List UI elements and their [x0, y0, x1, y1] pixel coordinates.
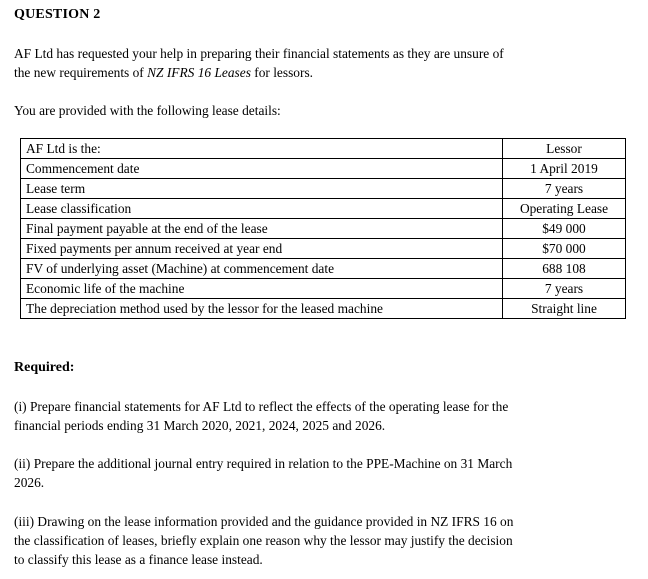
table-row	[21, 279, 626, 299]
row-value: 7 years	[503, 179, 626, 199]
intro-line-2-start: the new requirements of	[14, 65, 148, 80]
question-heading: QUESTION 2	[14, 7, 101, 22]
requirement-2-line-1: (ii) Prepare the additional journal entry required in relation to the PPE-Machine on 31 March	[14, 456, 513, 471]
row-label: The depreciation method used by the lessor for the leased machine	[21, 299, 503, 319]
intro-line-2	[14, 63, 614, 82]
row-value: Operating Lease	[503, 199, 626, 219]
row-label: Final payment payable at the end of the lease	[21, 219, 503, 239]
row-value: Lessor	[503, 139, 626, 159]
requirement-1	[14, 397, 614, 435]
intro-paragraph	[14, 44, 614, 82]
row-label: Fixed payments per annum received at year end	[21, 239, 503, 259]
row-label: FV of underlying asset (Machine) at commencement date	[21, 259, 503, 279]
row-label: Economic life of the machine	[21, 279, 503, 299]
table-row	[21, 259, 626, 279]
required-heading: Required:	[14, 360, 75, 375]
requirement-2-line-2: 2026.	[14, 475, 45, 490]
row-label: Lease classification	[21, 199, 503, 219]
requirement-3-line-2: the classification of leases, briefly explain one reason why the lessor may justify the decision	[14, 533, 513, 548]
row-value: $49 000	[503, 219, 626, 239]
standard-reference: NZ IFRS 16 Leases	[147, 65, 251, 80]
row-label: Commencement date	[21, 159, 503, 179]
row-label: AF Ltd is the:	[21, 139, 503, 159]
requirement-3	[14, 512, 614, 569]
row-label: Lease term	[21, 179, 503, 199]
requirement-1-line-1: (i) Prepare financial statements for AF Ltd to reflect the effects of the operating lease for the	[14, 399, 509, 414]
table-row	[21, 139, 626, 159]
row-value: 688 108	[503, 259, 626, 279]
row-value: 1 April 2019	[503, 159, 626, 179]
table-row	[21, 219, 626, 239]
table-row	[21, 239, 626, 259]
row-value: 7 years	[503, 279, 626, 299]
given-text: You are provided with the following lease details:	[14, 103, 281, 118]
row-value: Straight line	[503, 299, 626, 319]
row-value: $70 000	[503, 239, 626, 259]
requirement-3-line-3: to classify this lease as a finance lease instead.	[14, 552, 263, 567]
requirement-3-line-1: (iii) Drawing on the lease information provided and the guidance provided in NZ IFRS 16 on	[14, 514, 514, 529]
table-row	[21, 299, 626, 319]
requirement-1-line-2: financial periods ending 31 March 2020, 2021, 2024, 2025 and 2026.	[14, 418, 386, 433]
intro-line-2-end: for lessors.	[250, 65, 314, 80]
table-row	[21, 199, 626, 219]
requirement-2	[14, 454, 614, 492]
table-row	[21, 179, 626, 199]
table-row	[21, 159, 626, 179]
intro-line-1: AF Ltd has requested your help in preparing their financial statements as they are unsure of	[14, 46, 504, 61]
lease-details-table	[20, 138, 626, 319]
